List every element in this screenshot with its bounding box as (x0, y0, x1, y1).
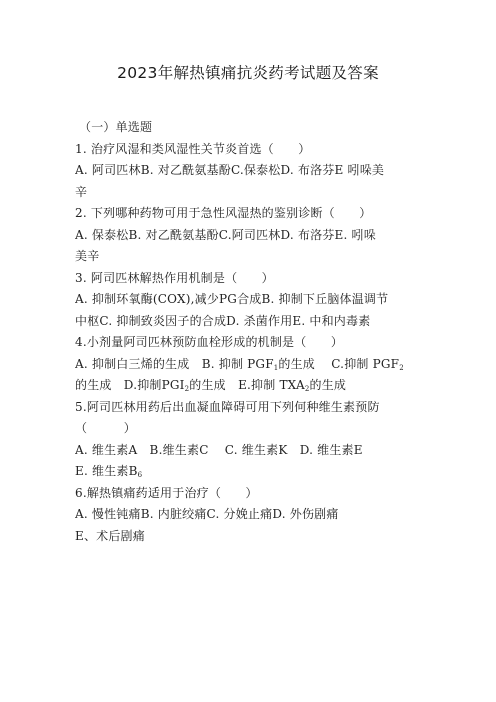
question-1-options: A. 阿司匹林B. 对乙酰氨基酚C.保泰松D. 布洛芬E 吲哚美 (75, 163, 385, 177)
question-2-options: A. 保泰松B. 对乙酰氨基酚C.阿司匹林D. 布洛芬E. 吲哚 (75, 227, 376, 242)
q4-sub-4: 2 (304, 385, 310, 393)
question-5-stem-cont: （ ） (75, 421, 137, 435)
question-1-options-cont: 辛 (75, 184, 88, 199)
question-5-options: A. 维生素A B.维生素C C. 维生素K D. 维生素E (75, 442, 363, 457)
q4-opt-c-d: 的生成 D.抑制PGI (75, 378, 185, 392)
q4-opt-b-c: 的生成 C.抑制 PGF (278, 356, 400, 371)
question-1-stem: 1. 治疗风湿和类风湿性关节炎首选（ ） (75, 141, 311, 156)
question-4-options (75, 354, 427, 376)
question-3-options: A. 抑制环氧酶(COX),减少PG合成B. 抑制下丘脑体温调节 (75, 292, 389, 306)
question-2-stem: 2. 下列哪种药物可用于急性风湿热的鉴别诊断（ ） (75, 206, 372, 220)
question-2-options-cont: 美辛 (75, 249, 100, 263)
question-4-stem: 4.小剂量阿司匹林预防血栓形成的机制是（ ） (75, 335, 344, 349)
question-5-stem: 5.阿司匹林用药后出血凝血障碍可用下列何种维生素预防 (75, 399, 380, 414)
question-5-options-cont (75, 461, 427, 483)
question-body (75, 117, 427, 547)
section-heading: （一）单选题 (79, 120, 153, 134)
question-3-options-cont: 中枢C. 抑制致炎因子的合成D. 杀菌作用E. 中和内毒素 (75, 313, 371, 328)
question-6-stem: 6.解热镇痛药适用于治疗（ ） (75, 485, 258, 500)
q4-opt-a-b: A. 抑制白三烯的生成 B. 抑制 PGF (75, 356, 274, 371)
q4-sub-3: 2 (184, 385, 190, 393)
question-6-options-cont: E、术后剧痛 (75, 528, 145, 543)
q4-sub-2: 2 (399, 363, 404, 372)
question-6-options: A. 慢性钝痛B. 内脏绞痛C. 分娩止痛D. 外伤剧痛 (75, 507, 339, 521)
q4-opt-e-end: 的生成 (309, 378, 347, 392)
q5-opt-e: E. 维生素B (75, 464, 138, 478)
document-title: 2023年解热镇痛抗炎药考试题及答案 (117, 64, 379, 82)
question-3-stem: 3. 阿司匹林解热作用机制是（ ） (75, 270, 274, 285)
q4-sub-1: 1 (273, 363, 279, 372)
question-4-options-cont (75, 375, 427, 397)
q4-opt-d-e: 的生成 E.抑制 TXA (189, 378, 305, 392)
q5-sub-6: 6 (137, 471, 143, 479)
